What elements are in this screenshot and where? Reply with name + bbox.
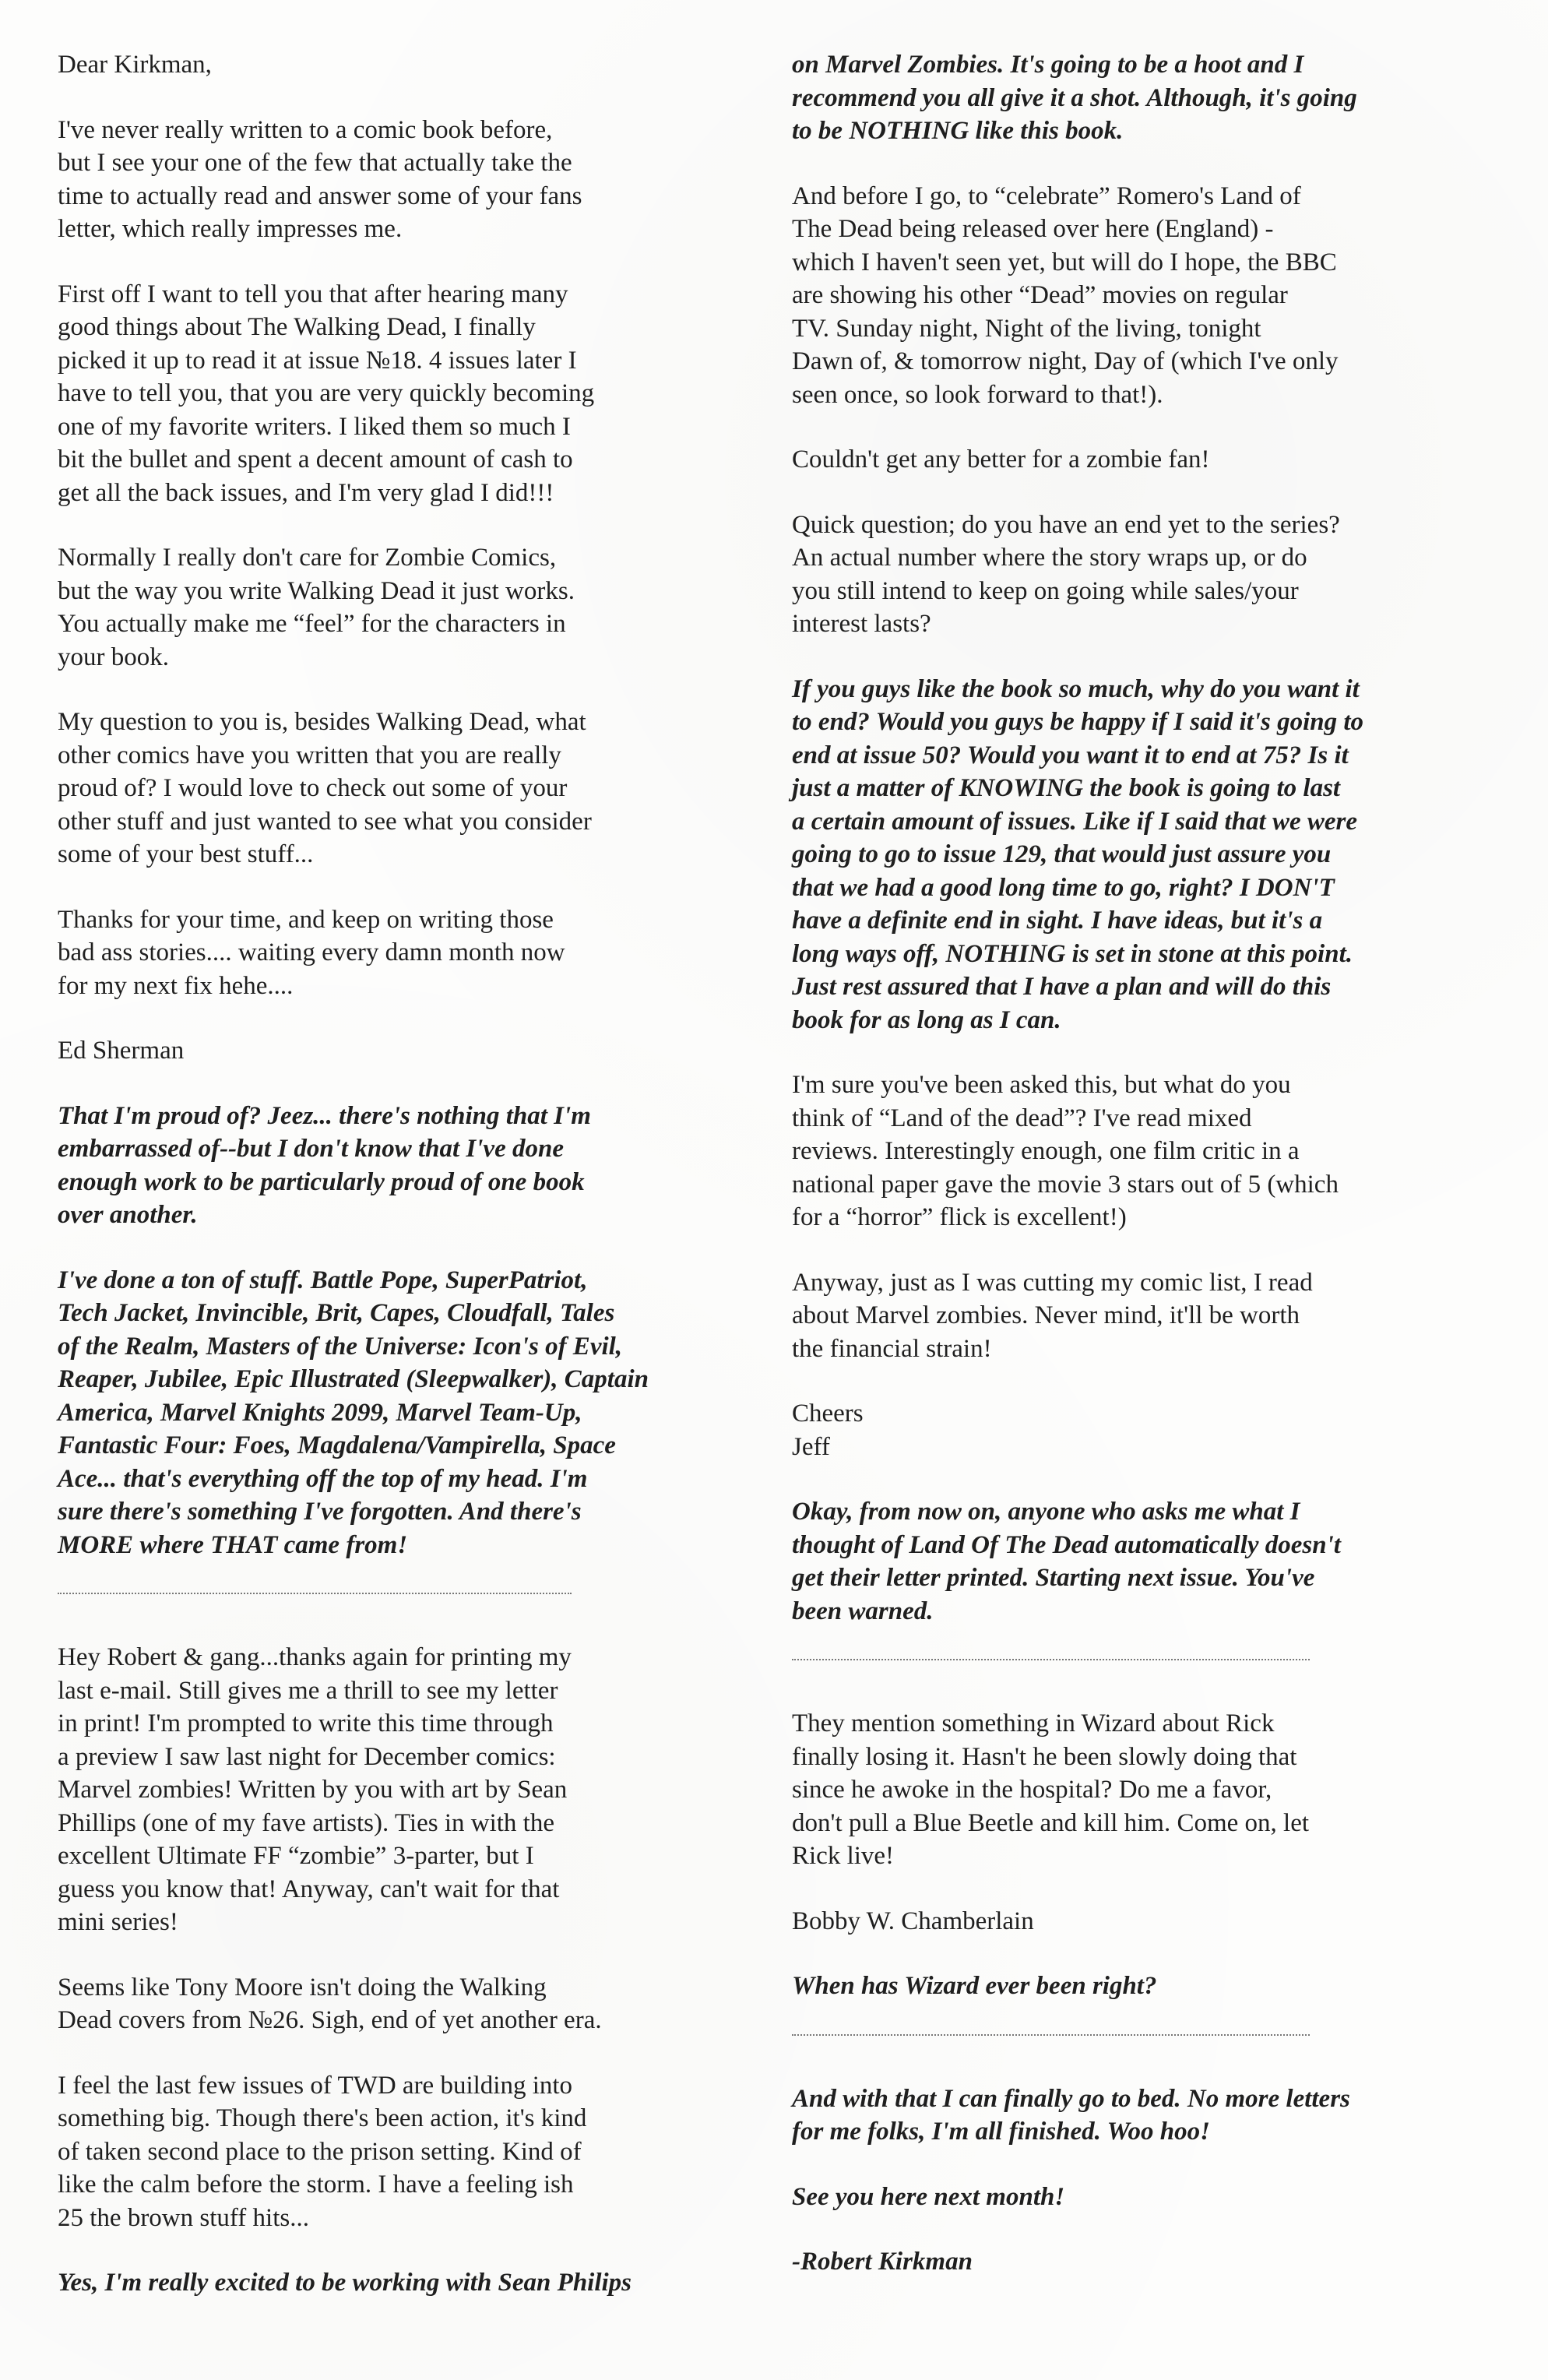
letter-salutation: Dear Kirkman, <box>58 51 212 79</box>
left-column <box>58 48 782 2332</box>
letter-signature: Bobby W. Chamberlain <box>792 1906 1034 1935</box>
editor-signature: -Robert Kirkman <box>792 2248 973 2276</box>
editor-response: Okay, from now on, anyone who asks me what I thought of Land Of The Dead automatically doesn't get their letter printed. Starting next issue. You've been warned. <box>792 1498 1341 1625</box>
editor-response: If you guys like the book so much, why do you want it to end? Would you guys be happy if I said it's going to end at issue 50? Would you want it to end at 75? Is it just a matter of KNOWING the book is going to last a certain amount of issues. Like if I said that we were going to go to issue 129, that would just assure you that we had a good long time to go, right? I DON'T have a definite end in sight. I have ideas, but it's a long ways off, NOTHING is set in stone at this point. Just rest assured that I have a plan and will do this book for as long as I can. <box>792 674 1364 1034</box>
right-column <box>792 48 1516 2311</box>
letter-signature: Cheers Jeff <box>792 1399 864 1461</box>
letter-divider <box>58 1593 572 1594</box>
letter-paragraph: And before I go, to “celebrate” Romero's Land of The Dead being released over here (England) - which I haven't seen yet, but will do I hope, the BBC are showing his other “Dead” movies on regular TV. Sunday night, Night of the living, tonight Dawn of, & tomorrow night, Day of (which I've only seen once, so look forward to that!). <box>792 181 1339 409</box>
letter-divider <box>792 1659 1310 1660</box>
editor-response: See you here next month! <box>792 2182 1065 2211</box>
editor-response: That I'm proud of? Jeez... there's nothing that I'm embarrassed of--but I don't know that I've done enough work to be particularly proud of one book over another. <box>58 1101 591 1229</box>
letter-paragraph: Couldn't get any better for a zombie fan! <box>792 445 1210 474</box>
letter-paragraph: I feel the last few issues of TWD are building into something big. Though there's been action, it's kind of taken second place to the prison setting. Kind of like the calm before the storm. I have a feeling ish 25 the brown stuff hits... <box>58 2071 587 2232</box>
editor-response: And with that I can finally go to bed. No more letters for me folks, I'm all finished. Woo hoo! <box>792 2084 1350 2146</box>
letter-paragraph: First off I want to tell you that after hearing many good things about The Walking Dead, I finally picked it up to read it at issue №18. 4 issues later I have to tell you, that you are very quickly becoming one of my favorite writers. I liked them so much I bit the bullet and spent a decent amount of cash to get all the back issues, and I'm very glad I did!!! <box>58 280 595 507</box>
letter-paragraph: I'm sure you've been asked this, but what do you think of “Land of the dead”? I've read mixed reviews. Interestingly enough, one film critic in a national paper gave the movie 3 stars out of 5 (which for a “horror” flick is excellent!) <box>792 1071 1339 1231</box>
editor-response-continued: on Marvel Zombies. It's going to be a hoot and I recommend you all give it a shot. Although, it's going to be NOTHING like this book. <box>792 51 1357 145</box>
letter-paragraph: They mention something in Wizard about Rick finally losing it. Hasn't he been slowly doing that since he awoke in the hospital? Do me a favor, don't pull a Blue Beetle and kill him. Come on, let Rick live! <box>792 1709 1310 1870</box>
letter-paragraph: Hey Robert & gang...thanks again for printing my last e-mail. Still gives me a thrill to see my letter in print! I'm prompted to write this time through a preview I saw last night for December comics: Marvel zombies! Written by you with art by Sean Phillips (one of my fave artists). Ties in with the excellent Ultimate FF “zombie” 3-parter, but I guess you know that! Anyway, can't wait for that mini series! <box>58 1643 572 1936</box>
editor-response: When has Wizard ever been right? <box>792 1972 1157 2000</box>
letter-paragraph: Thanks for your time, and keep on writing those bad ass stories.... waiting every damn month now for my next fix hehe.... <box>58 905 565 1000</box>
letter-paragraph: Anyway, just as I was cutting my comic list, I read about Marvel zombies. Never mind, it'll be worth the financial strain! <box>792 1268 1313 1363</box>
letter-paragraph: Seems like Tony Moore isn't doing the Walking Dead covers from №26. Sigh, end of yet another era. <box>58 1973 602 2034</box>
letter-paragraph: Quick question; do you have an end yet to the series? An actual number where the story wraps up, or do you still intend to keep on going while sales/your interest lasts? <box>792 510 1340 638</box>
letter-signature: Ed Sherman <box>58 1037 185 1065</box>
editor-response: Yes, I'm really excited to be working with Sean Philips <box>58 2269 632 2297</box>
letter-divider <box>792 2034 1310 2036</box>
letter-paragraph: Normally I really don't care for Zombie Comics, but the way you write Walking Dead it just works. You actually make me “feel” for the characters in your book. <box>58 544 575 671</box>
letter-paragraph: I've never really written to a comic book before, but I see your one of the few that actually take the time to actually read and answer some of your fans letter, which really impresses me. <box>58 115 582 243</box>
editor-response: I've done a ton of stuff. Battle Pope, SuperPatriot, Tech Jacket, Invincible, Brit, Capes, Cloudfall, Tales of the Realm, Masters of the Universe: Icon's of Evil, Reaper, Jubilee, Epic Illustrated (Sleepwalker), Captain America, Marvel Knights 2099, Marvel Team-Up, Fantastic Four: Foes, Magdalena/Vampirella, Space Ace... that's everything off the top of my head. I'm sure there's something I've forgotten. And there's MORE where THAT came from! <box>58 1266 649 1559</box>
letter-paragraph: My question to you is, besides Walking Dead, what other comics have you written that you are really proud of? I would love to check out some of your other stuff and just wanted to see what you consider some of your best stuff... <box>58 708 592 868</box>
